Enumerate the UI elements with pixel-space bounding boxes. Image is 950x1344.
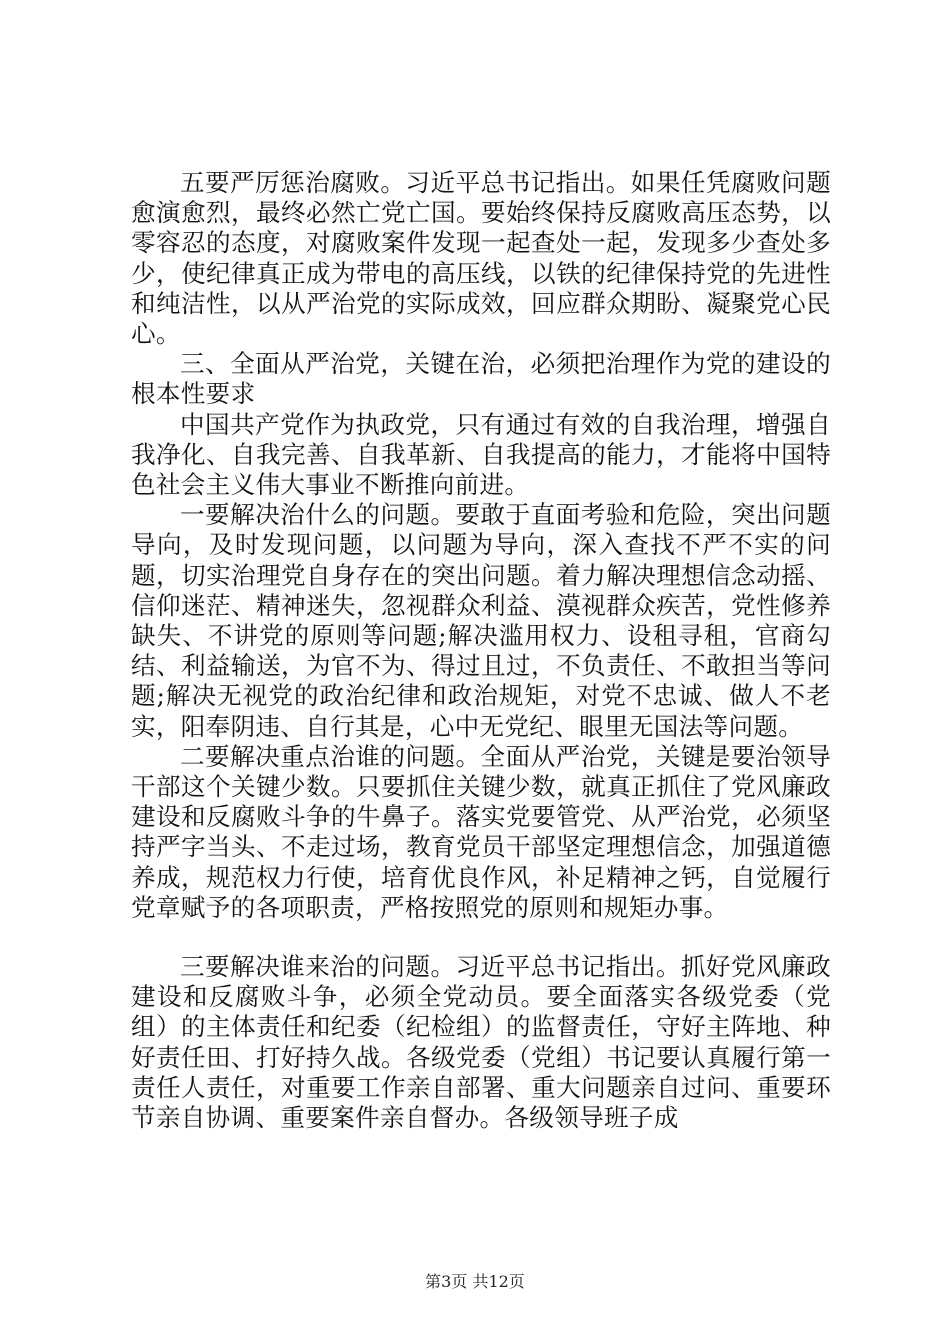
section-heading-three: 三、全面从严治党，关键在治，必须把治理作为党的建设的根本性要求 xyxy=(131,349,831,409)
page-number-footer: 第3页 共12页 xyxy=(425,1272,525,1291)
paragraph-who-governs: 三要解决谁来治的问题。习近平总书记指出。抓好党风廉政建设和反腐败斗争，必须全党动员。要全面落实各级党委（党组）的主体责任和纪委（纪检组）的监督责任，守好主阵地、种好责任田、打好持久战。各级党委（党组）书记要认真履行第一责任人责任，对重要工作亲自部署、重大问题亲自过问、重要环节亲自协调、重要案件亲自督办。各级领导班子成 xyxy=(131,952,831,1133)
paragraph-punish-corruption: 五要严厉惩治腐败。习近平总书记指出。如果任凭腐败问题愈演愈烈，最终必然亡党亡国。要始终保持反腐败高压态势，以零容忍的态度，对腐败案件发现一起查处一起，发现多少查处多少，使纪律真正成为带电的高压线，以铁的纪律保持党的先进性和纯洁性，以从严治党的实际成效，回应群众期盼、凝聚党心民心。 xyxy=(131,168,831,349)
document-body xyxy=(131,168,831,1133)
paragraph-whom-to-govern: 二要解决重点治谁的问题。全面从严治党，关键是要治领导干部这个关键少数。只要抓住关键少数，就真正抓住了党风廉政建设和反腐败斗争的牛鼻子。落实党要管党、从严治党，必须坚持严字当头、不走过场，教育党员干部坚定理想信念，加强道德养成，规范权力行使，培育优良作风，补足精神之钙，自觉履行党章赋予的各项职责，严格按照党的原则和规矩办事。 xyxy=(131,741,831,922)
paragraph-self-governance: 中国共产党作为执政党，只有通过有效的自我治理，增强自我净化、自我完善、自我革新、自我提高的能力，才能将中国特色社会主义伟大事业不断推向前进。 xyxy=(131,409,831,500)
paragraph-what-to-govern: 一要解决治什么的问题。要敢于直面考验和危险，突出问题导向，及时发现问题，以问题为导向，深入查找不严不实的问题，切实治理党自身存在的突出问题。着力解决理想信念动摇、信仰迷茫、精神迷失，忽视群众利益、漠视群众疾苦，党性修养缺失、不讲党的原则等问题;解决滥用权力、设租寻租，官商勾结、利益输送，为官不为、得过且过，不负责任、不敢担当等问题;解决无视党的政治纪律和政治规矩，对党不忠诚、做人不老实，阳奉阴违、自行其是，心中无党纪、眼里无国法等问题。 xyxy=(131,500,831,741)
